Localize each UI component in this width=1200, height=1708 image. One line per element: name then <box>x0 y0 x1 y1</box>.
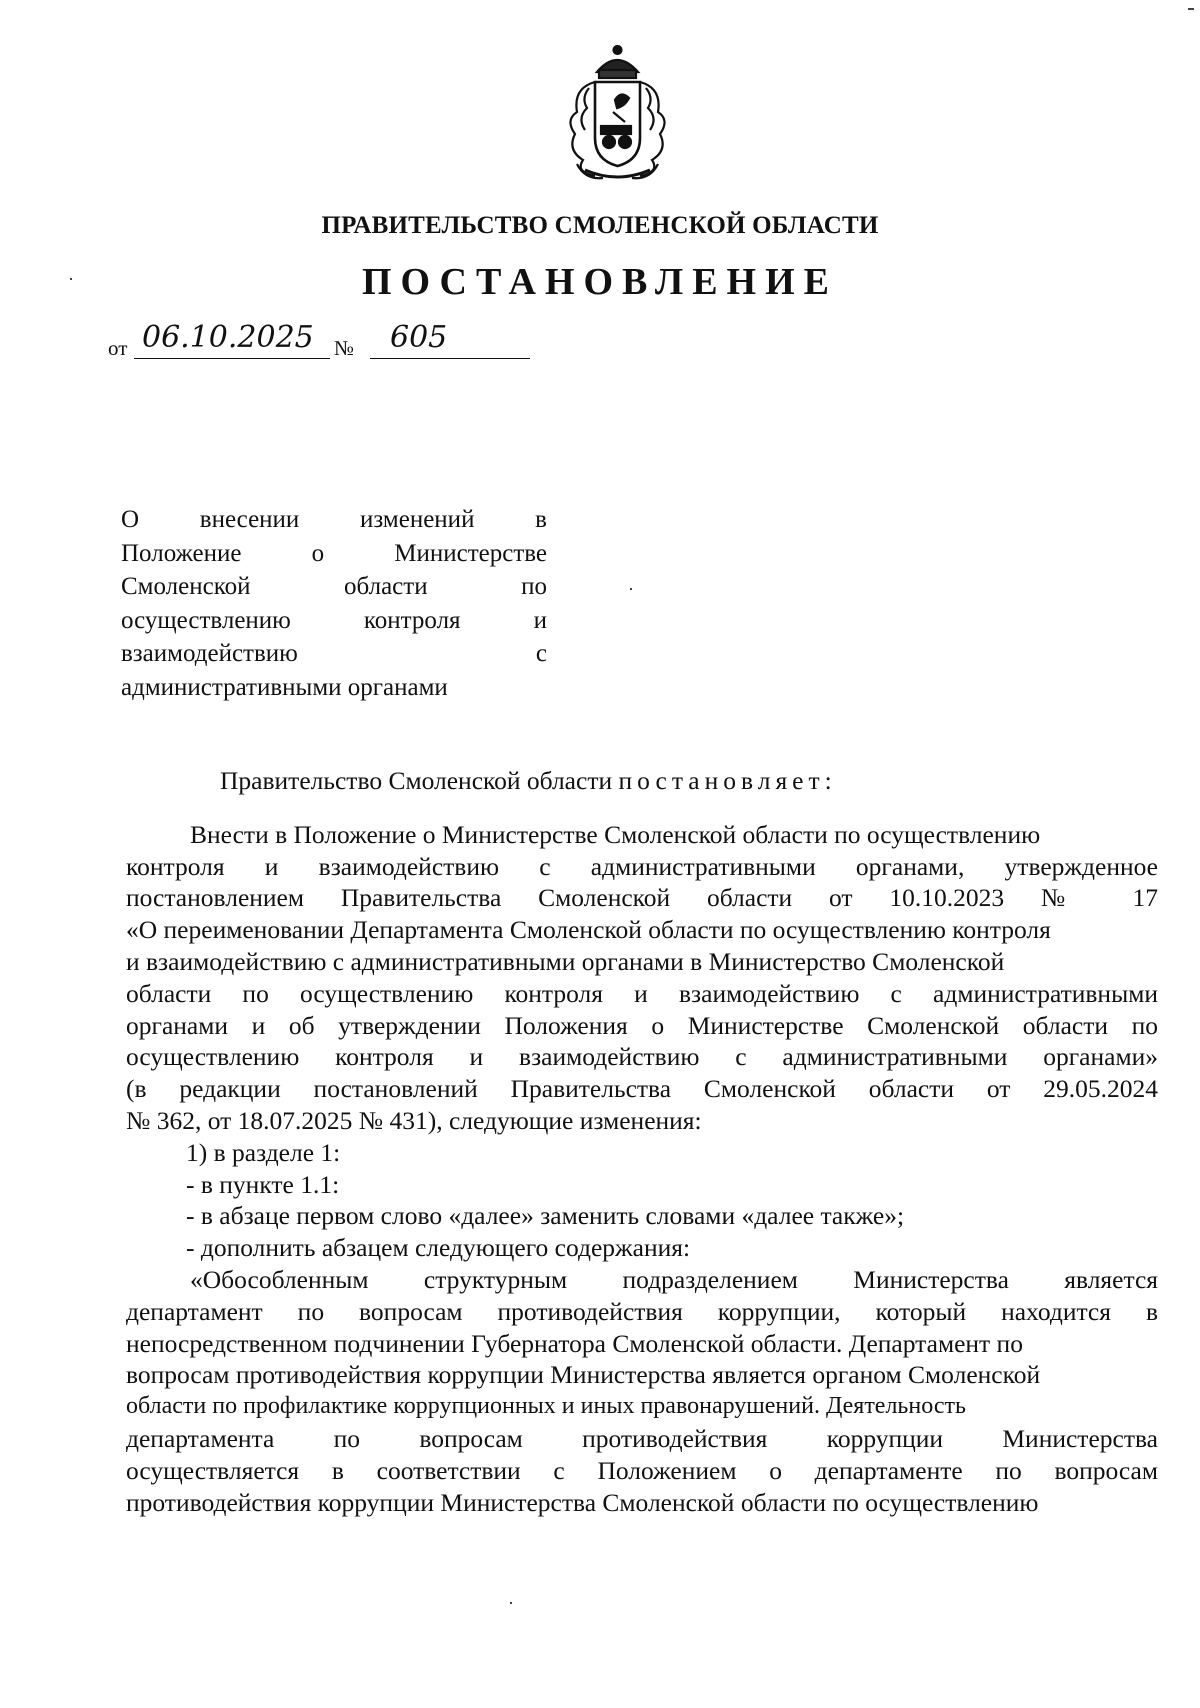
date-from-label: от <box>108 336 128 360</box>
subject-word: по <box>521 573 547 600</box>
subject-word: контроля <box>363 606 461 634</box>
subject-line <box>121 503 547 537</box>
amendment-item: - дополнить абзацем следующего содержания: <box>186 1233 691 1263</box>
quote-line: непосредственном подчинении Губернатора Смоленской области. Департамент по <box>126 1328 1023 1358</box>
quote-line: вопросам противодействия коррупции Министерства является органом Смоленской <box>126 1360 1041 1390</box>
document-body <box>126 765 1158 1518</box>
paragraph-line: постановлением Правительства Смоленской области от 10.10.2023 № 17 <box>126 883 1158 913</box>
number-underline <box>370 358 530 359</box>
scan-mark <box>630 588 632 590</box>
subject-line <box>121 637 547 671</box>
handwritten-date: 06.10.2025 <box>142 320 314 355</box>
subject-word: и <box>533 606 547 634</box>
paragraph-line: «О переименовании Департамента Смоленской области по осуществлению контроля <box>126 915 1051 945</box>
subject-word: административными органами <box>121 673 448 701</box>
main-paragraph <box>126 819 1158 1137</box>
subject-line <box>121 570 547 604</box>
quote-line: противодействия коррупции Министерства Смоленской области по осуществлению <box>126 1487 1039 1517</box>
paragraph-line: области по осуществлению контроля и взаимодействию с административными <box>126 978 1158 1008</box>
paragraph-line: Внести в Положение о Министерстве Смоленской области по осуществлению <box>190 819 1041 849</box>
quote-line: «Обособленным структурным подразделением Министерства является <box>190 1264 1158 1294</box>
subject-word: О <box>121 506 140 533</box>
organization-title: ПРАВИТЕЛЬСТВО СМОЛЕНСКОЙ ОБЛАСТИ <box>321 212 879 239</box>
handwritten-number: 605 <box>390 320 448 355</box>
subject-word: в <box>535 506 547 533</box>
quote-line: департамента по вопросам противодействия коррупции Министерства <box>126 1423 1158 1453</box>
paragraph-line: (в редакции постановлений Правительства Смоленской области от 29.05.2024 <box>126 1074 1158 1104</box>
amendment-items <box>126 1137 1158 1264</box>
subject-word: взаимодействию <box>121 640 298 667</box>
amendment-item: - в абзаце первом слово «далее» заменить словами «далее также»; <box>186 1201 905 1231</box>
subject-word: осуществлению <box>121 606 291 634</box>
document-type-title: ПОСТАНОВЛЕНИЕ <box>361 261 839 303</box>
paragraph-line: № 362, от 18.07.2025 № 431), следующие изменения: <box>126 1105 702 1135</box>
paragraph-line: и взаимодействию с административными органами в Министерство Смоленской <box>126 946 1005 976</box>
coat-of-arms-emblem <box>555 42 680 184</box>
scan-mark <box>1188 8 1194 10</box>
subject-word: о <box>311 539 325 567</box>
amendment-item: - в пункте 1.1: <box>186 1169 340 1199</box>
subject-line <box>121 537 547 571</box>
subject-word: области <box>344 573 428 600</box>
quoted-paragraph <box>126 1264 1158 1518</box>
date-number-line <box>108 322 548 362</box>
date-underline <box>134 358 330 359</box>
preamble-verb: постановляет: <box>618 766 837 795</box>
scan-mark <box>510 1602 512 1604</box>
quote-line: осуществляется в соответствии с Положением о департаменте по вопросам <box>126 1455 1158 1485</box>
subject-word: Смоленской <box>121 573 251 600</box>
subject-line <box>121 671 547 705</box>
subject-line <box>121 604 547 638</box>
number-label: № <box>334 336 355 360</box>
preamble <box>126 765 1158 797</box>
subject-word: Министерстве <box>394 539 547 567</box>
subject-word: внесении <box>199 506 300 533</box>
document-subject <box>121 503 547 704</box>
subject-word: изменений <box>360 506 475 533</box>
quote-line: области по профилактике коррупционных и иных правонарушений. Деятельность <box>126 1393 966 1420</box>
amendment-item: 1) в разделе 1: <box>186 1137 341 1167</box>
paragraph-line: контроля и взаимодействию с административными органами, утвержденное <box>126 851 1158 881</box>
subject-word: Положение <box>121 539 242 567</box>
scan-mark <box>70 278 72 280</box>
paragraph-line: органами и об утверждении Положения о Министерстве Смоленской области по <box>126 1010 1158 1040</box>
subject-word: с <box>535 640 547 667</box>
quote-line: департамент по вопросам противодействия коррупции, который находится в <box>126 1296 1158 1326</box>
preamble-text: Правительство Смоленской области <box>220 766 613 795</box>
paragraph-line: осуществлению контроля и взаимодействию с административными органами» <box>126 1042 1158 1072</box>
